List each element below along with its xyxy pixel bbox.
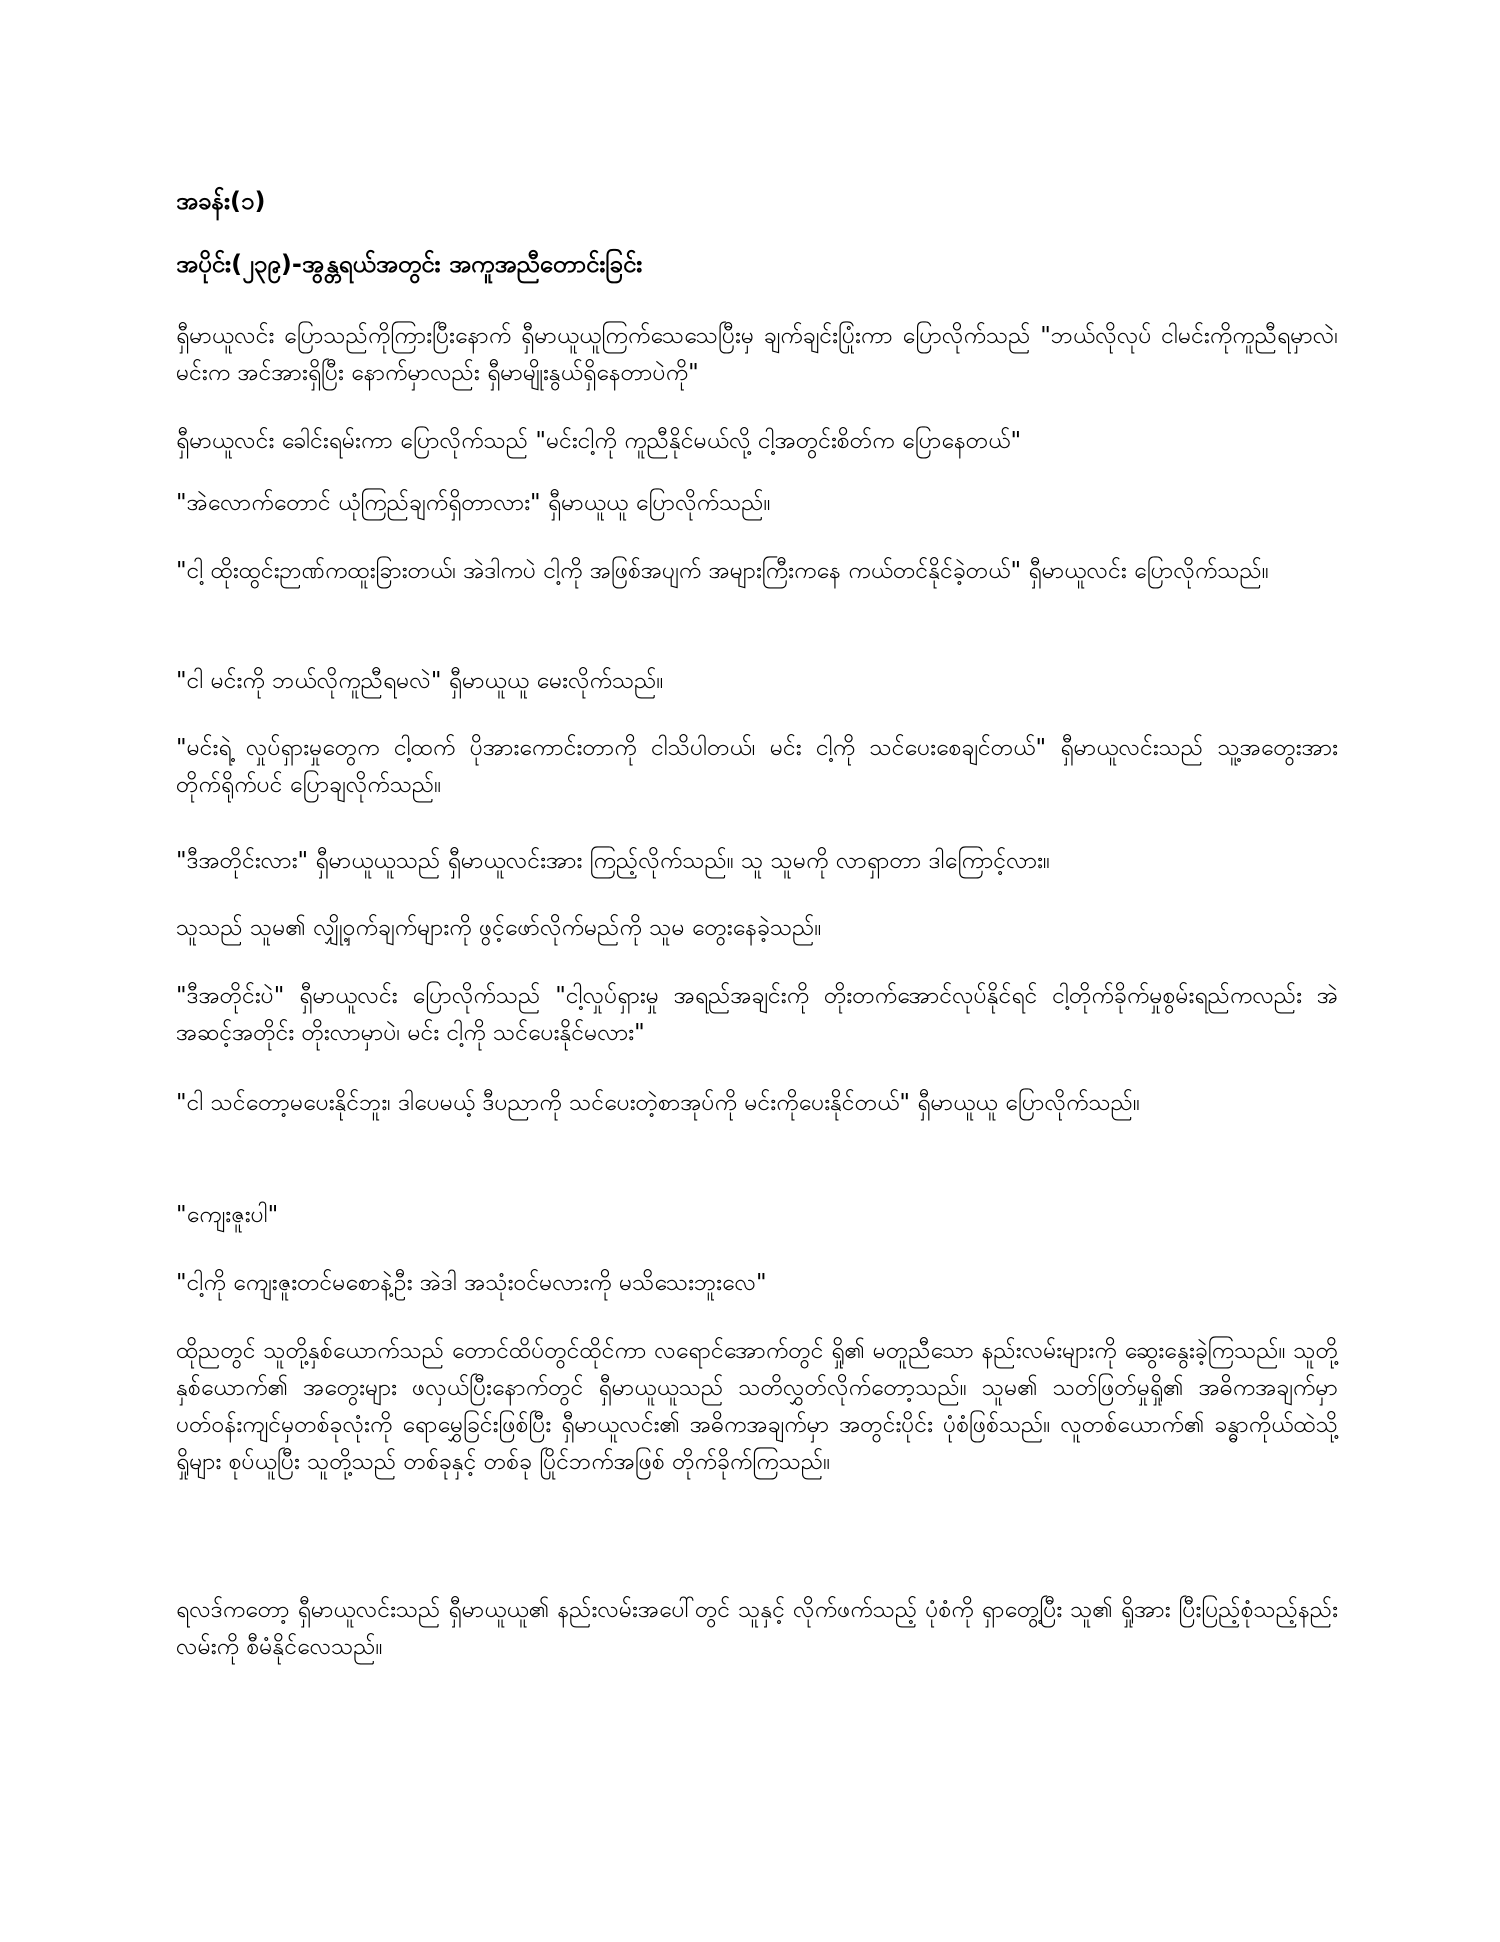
paragraph-4: "ငါ့ ထိုးထွင်းဉာဏ်ကထူးခြားတယ်၊ အဲဒါကပဲ ငါ့ကို အဖြစ်အပျက် အများကြီးကနေ ကယ်တင်နိုင်ခဲ့တယ်" ရှီမာယူလင်း ပြောလိုက်သည်။ — [176, 558, 1269, 584]
paragraph-14: ရလဒ်ကတော့ ရှီမာယူလင်းသည် ရှီမာယူယူ၏ နည်းလမ်းအပေါ်တွင် သူနှင့် လိုက်ဖက်သည့် ပုံစံကို ရှာတွေ့ပြီး သူ၏ ရှိုအား ပြီးပြည့်စုံသည့်နည်းလမ်းကို စီမံနိုင်လေသည်။ — [176, 1597, 1338, 1660]
chapter-heading: အခန်း(၁) — [176, 187, 266, 215]
paragraph-7: "ဒီအတိုင်းလား" ရှီမာယူယူသည် ရှီမာယူလင်းအား ကြည့်လိုက်သည်။ သူ သူမကို လာရှာတာ ဒါကြောင့်လား။ — [176, 848, 1050, 874]
paragraph-13: ထိုညတွင် သူတို့နှစ်ယောက်သည် တောင်ထိပ်တွင်ထိုင်ကာ လရောင်အောက်တွင် ရှို၏ မတူညီသော နည်းလမ်းများကို ဆွေးနွေးခဲ့ကြသည်။ သူတို့နှစ်ယောက်၏ အတွေးများ ဖလှယ်ပြီးနောက်တွင် ရှီမာယူယူသည် သတိလွှတ်လိုက်တော့သည်။ သူမ၏ သတ်ဖြတ်မှုရှို၏ အဓိကအချက်မှာ ပတ်ဝန်းကျင်မှတစ်ခုလုံးကို ရောမွှေခြင်းဖြစ်ပြီး ရှီမာယူလင်း၏ အဓိကအချက်မှာ အတွင်းပိုင်း ပုံစံဖြစ်သည်။ လူတစ်ယောက်၏ ခန္ဓာကိုယ်ထဲသို့ ရှိုများ စုပ်ယူပြီး သူတို့သည် တစ်ခုနှင့် တစ်ခု ပြိုင်ဘက်အဖြစ် တိုက်ခိုက်ကြသည်။ — [176, 1338, 1338, 1475]
paragraph-12: "ငါ့ကို ကျေးဇူးတင်မစောနဲ့ဦး အဲဒါ အသုံးဝင်မလားကို မသိသေးဘူးလေ" — [176, 1270, 767, 1296]
paragraph-1: ရှီမာယူလင်း ပြောသည်ကိုကြားပြီးနောက် ရှီမာယူယူကြက်သေသေပြီးမှ ချက်ချင်းပြုံးကာ ပြောလိုက်သည် "ဘယ်လိုလုပ် ငါမင်းကိုကူညီရမှာလဲ၊ မင်းက အင်အားရှိပြီး နောက်မှာလည်း ရှီမာမျိုးနွယ်ရှိနေတာပဲကို" — [176, 323, 1338, 386]
paragraph-6: "မင်းရဲ့ လှုပ်ရှားမှုတွေက ငါ့ထက် ပိုအားကောင်းတာကို ငါသိပါတယ်၊ မင်း ငါ့ကို သင်ပေးစေချင်တယ်" ရှီမာယူလင်းသည် သူ့အတွေးအား တိုက်ရိုက်ပင် ပြောချလိုက်သည်။ — [176, 735, 1338, 798]
paragraph-5: "ငါ မင်းကို ဘယ်လိုကူညီရမလဲ" ရှီမာယူယူ မေးလိုက်သည်။ — [176, 668, 664, 694]
paragraph-8: သူသည် သူမ၏ လျှို့ဝှက်ချက်များကို ဖွင့်ဖော်လိုက်မည်ကို သူမ တွေးနေခဲ့သည်။ — [176, 915, 822, 941]
paragraph-11: "ကျေးဇူးပါ" — [176, 1202, 279, 1228]
paragraph-2: ရှီမာယူလင်း ခေါင်းရမ်းကာ ပြောလိုက်သည် "မင်းငါ့ကို ကူညီနိုင်မယ်လို့ ငါ့အတွင်းစိတ်က ပြောနေတယ်" — [176, 428, 1022, 454]
paragraph-3: "အဲလောက်တောင် ယုံကြည်ချက်ရှိတာလား" ရှီမာယူယူ ပြောလိုက်သည်။ — [176, 490, 771, 516]
paragraph-9: "ဒီအတိုင်းပဲ" ရှီမာယူလင်း ပြောလိုက်သည် "ငါ့လှုပ်ရှားမှု အရည်အချင်းကို တိုးတက်အောင်လုပ်နိုင်ရင် ငါ့တိုက်ခိုက်မှုစွမ်းရည်ကလည်း အဲအဆင့်အတိုင်း တိုးလာမှာပဲ၊ မင်း ငါ့ကို သင်ပေးနိုင်မလား" — [176, 983, 1338, 1046]
section-heading: အပိုင်း(၂၃၉)-အွန္တရယ်အတွင်း အကူအညီတောင်းခြင်း — [176, 250, 643, 278]
paragraph-10: "ငါ သင်တော့မပေးနိုင်ဘူး၊ ဒါပေမယ့် ဒီပညာကို သင်ပေးတဲ့စာအုပ်ကို မင်းကိုပေးနိုင်တယ်" ရှီမာယူယူ ပြောလိုက်သည်။ — [176, 1090, 1140, 1116]
